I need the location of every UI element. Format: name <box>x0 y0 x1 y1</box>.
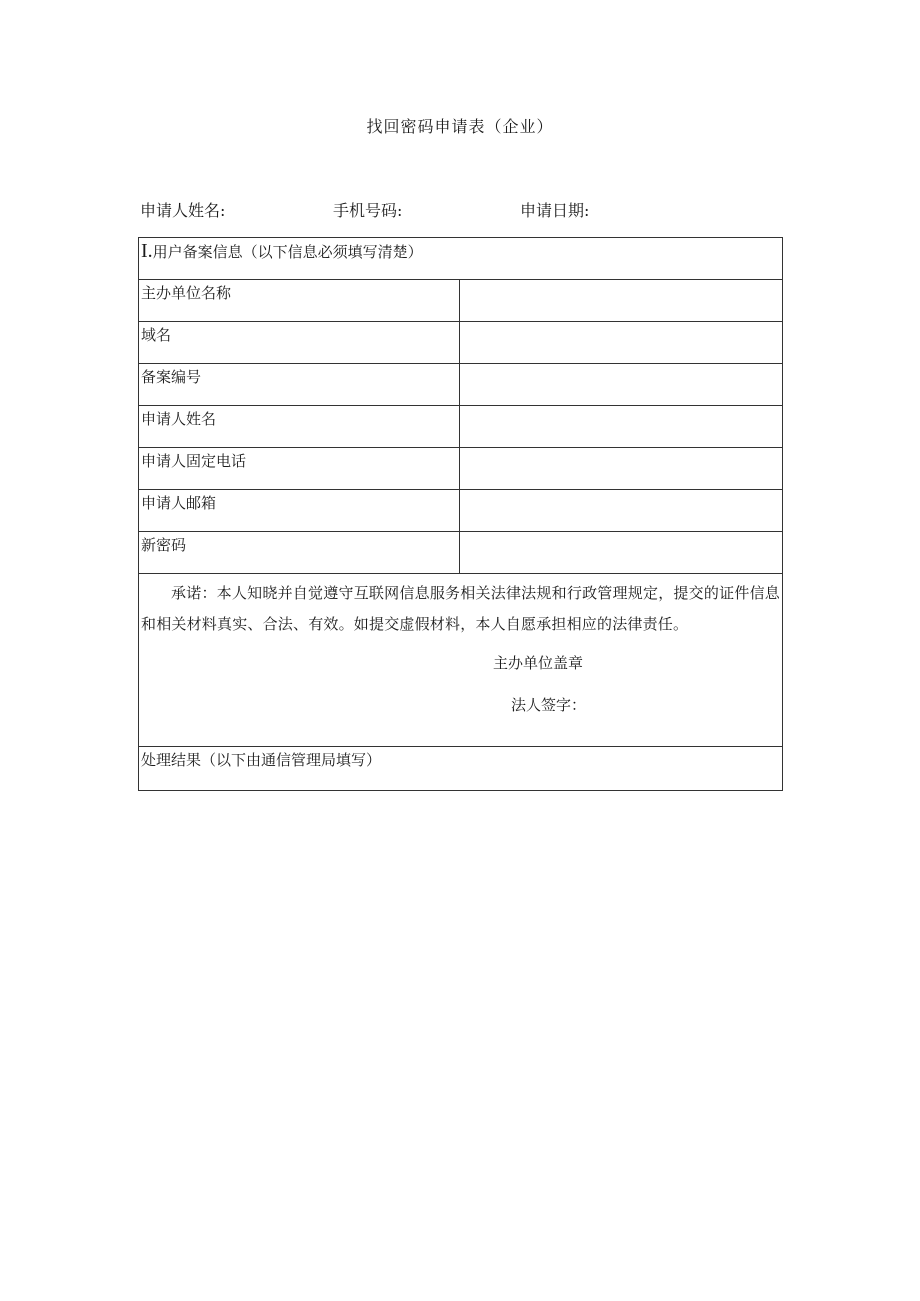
applicant-name-value[interactable] <box>460 406 783 448</box>
domain-value[interactable] <box>460 322 783 364</box>
field-label: 主办单位名称 <box>139 280 460 322</box>
filing-number-value[interactable] <box>460 364 783 406</box>
section-label: 用户备案信息（以下信息必须填写清楚） <box>152 243 423 261</box>
section-header <box>139 238 783 280</box>
field-label: 申请人邮箱 <box>139 490 460 532</box>
applicant-header <box>140 198 780 220</box>
document-title: 找回密码申请表（企业） <box>366 117 554 136</box>
new-password-value[interactable] <box>460 532 783 574</box>
processing-result: 处理结果（以下由通信管理局填写） <box>139 747 783 791</box>
field-label: 申请人姓名 <box>139 406 460 448</box>
phone-label: 手机号码: <box>333 201 403 220</box>
seal-label: 主办单位盖章 <box>493 654 584 672</box>
field-label: 备案编号 <box>139 364 460 406</box>
date-label: 申请日期: <box>520 201 590 220</box>
landline-value[interactable] <box>460 448 783 490</box>
signature-label: 法人签字： <box>511 696 587 714</box>
field-label: 域名 <box>139 322 460 364</box>
email-value[interactable] <box>460 490 783 532</box>
application-form-table <box>138 237 783 791</box>
commitment-section <box>139 574 783 747</box>
section-number: I. <box>141 240 153 262</box>
organizer-name-value[interactable] <box>460 280 783 322</box>
field-label: 新密码 <box>139 532 460 574</box>
applicant-name-label: 申请人姓名: <box>140 201 226 220</box>
commitment-text: 承诺：本人知晓并自觉遵守互联网信息服务相关法律法规和行政管理规定，提交的证件信息和相关材料真实、合法、有效。如提交虚假材料，本人自愿承担相应的法律责任。 <box>141 584 780 633</box>
field-label: 申请人固定电话 <box>139 448 460 490</box>
